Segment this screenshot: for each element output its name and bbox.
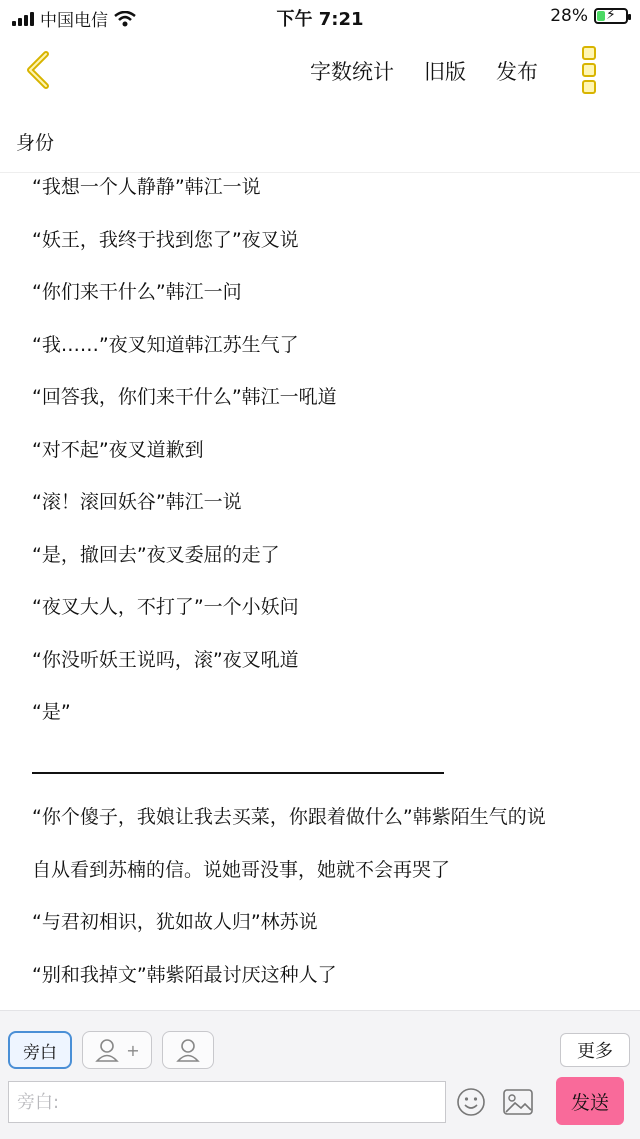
- user-icon: [94, 1037, 120, 1063]
- message-input[interactable]: [8, 1081, 446, 1123]
- story-line[interactable]: “滚！滚回妖谷”韩江一说: [32, 491, 242, 513]
- story-line[interactable]: “回答我，你们来干什么”韩江一吼道: [32, 386, 337, 408]
- story-line[interactable]: “是，撤回去”夜叉委屈的走了: [32, 543, 280, 566]
- add-role-button[interactable]: [82, 1031, 152, 1069]
- emoji-button[interactable]: [456, 1087, 486, 1117]
- carrier-name: 中国电信: [40, 11, 108, 31]
- publish-button[interactable]: 发布: [496, 60, 538, 84]
- back-button[interactable]: [18, 48, 62, 92]
- status-time: 下午 7:21: [276, 9, 364, 30]
- smiley-icon: [456, 1087, 486, 1117]
- nav-bar: [0, 34, 640, 104]
- story-line[interactable]: “与君初相识，犹如故人归”林苏说: [32, 911, 318, 933]
- battery-icon: [594, 8, 628, 24]
- narration-role-button[interactable]: [8, 1031, 72, 1069]
- story-line[interactable]: “你们来干什么”韩江一问: [32, 281, 242, 303]
- story-line[interactable]: “是”: [32, 701, 71, 723]
- more-button[interactable]: [560, 1033, 630, 1067]
- status-right: [550, 6, 628, 26]
- story-line[interactable]: “我……”夜叉知道韩江苏生气了: [32, 333, 299, 356]
- story-line[interactable]: “别和我掉文”韩紫陌最讨厌这种人了: [32, 963, 337, 986]
- story-line[interactable]: “妖王，我终于找到您了”夜叉说: [32, 228, 299, 251]
- send-button[interactable]: [556, 1077, 624, 1125]
- story-line[interactable]: “你个傻子，我娘让我去买菜，你跟着做什么”韩紫陌生气的说: [32, 806, 546, 828]
- vertical-dots-icon[interactable]: [578, 46, 600, 94]
- horizontal-rule: [32, 772, 444, 774]
- narration-role-label: 旁白: [23, 1042, 57, 1063]
- story-line[interactable]: 自从看到苏楠的信。说她哥没事，她就不会再哭了: [32, 858, 451, 881]
- battery-level-fill: [597, 11, 605, 21]
- divider: [0, 172, 640, 173]
- story-content: [32, 174, 622, 752]
- more-button-label: 更多: [577, 1041, 613, 1062]
- word-count-button[interactable]: 字数统计: [310, 60, 394, 84]
- battery-percent: 28%: [550, 6, 588, 26]
- image-icon: [502, 1087, 534, 1117]
- user-icon: [175, 1037, 201, 1063]
- select-role-button[interactable]: [162, 1031, 214, 1069]
- story-line[interactable]: “夜叉大人，不打了”一个小妖问: [32, 596, 299, 618]
- story-line[interactable]: “对不起”夜叉道歉到: [32, 438, 204, 461]
- send-button-label: 发送: [570, 1091, 609, 1114]
- story-line[interactable]: “你没听妖王说吗，滚”夜叉吼道: [32, 648, 299, 671]
- chevron-left-icon: [18, 48, 62, 92]
- role-label: 身份: [16, 132, 55, 154]
- story-content-continued: [32, 804, 632, 1014]
- old-version-button[interactable]: 旧版: [424, 60, 466, 84]
- status-bar: [0, 0, 640, 34]
- image-button[interactable]: [502, 1087, 534, 1117]
- bottom-toolbar: [0, 1010, 640, 1139]
- charging-bolt-icon: ⚡: [606, 7, 616, 23]
- nav-actions: [310, 56, 538, 86]
- plus-icon: +: [126, 1040, 140, 1060]
- story-line[interactable]: “我想一个人静静”韩江一说: [32, 176, 261, 198]
